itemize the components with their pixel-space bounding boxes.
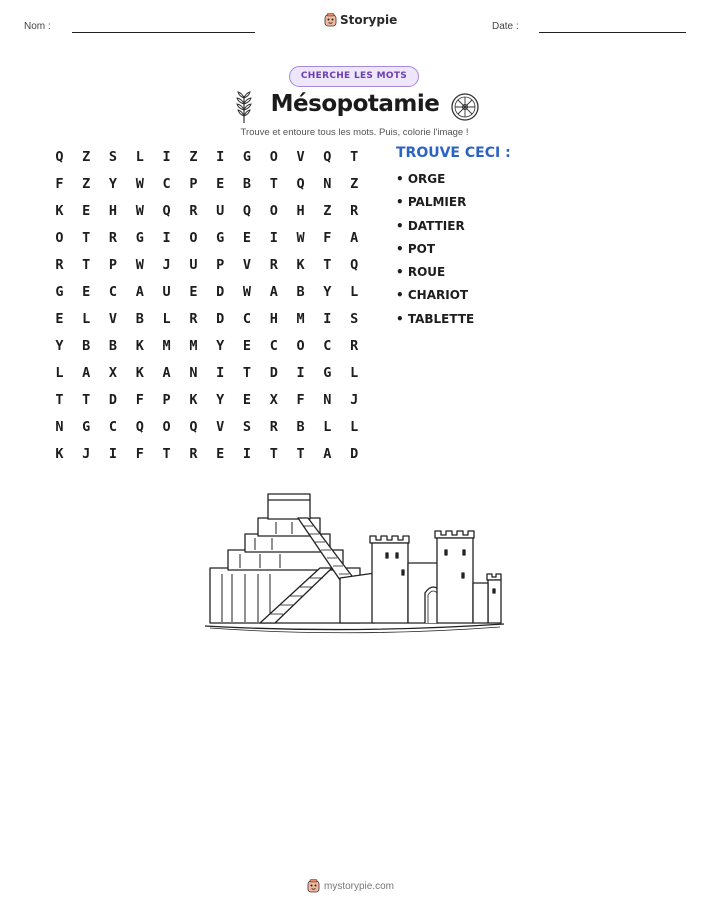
grid-letter[interactable]: N: [323, 392, 332, 408]
grid-letter[interactable]: A: [323, 446, 332, 462]
grid-letter[interactable]: T: [162, 446, 171, 462]
grid-letter[interactable]: C: [269, 338, 278, 354]
instructions: Trouve et entoure tous les mots. Puis, colorie l'image !: [240, 127, 469, 138]
grid-letter[interactable]: E: [216, 446, 225, 462]
grid-letter[interactable]: K: [189, 392, 198, 408]
grid-row: [46, 391, 368, 418]
grid-letter[interactable]: I: [296, 365, 305, 381]
grid-letter[interactable]: K: [135, 338, 144, 354]
grid-row: [46, 337, 368, 364]
grid-letter[interactable]: L: [323, 419, 332, 435]
word-list-item: • DATTIER: [396, 218, 465, 233]
grid-letter[interactable]: W: [242, 284, 252, 300]
grid-row: [46, 256, 368, 283]
grid-letter[interactable]: T: [82, 230, 91, 246]
grid-letter[interactable]: N: [323, 176, 332, 192]
grid-letter[interactable]: L: [350, 284, 359, 300]
grid-letter[interactable]: T: [269, 176, 278, 192]
word-list-item: • POT: [396, 241, 436, 256]
grid-letter[interactable]: I: [162, 149, 171, 165]
grid-letter[interactable]: U: [189, 257, 198, 273]
grid-letter[interactable]: B: [108, 338, 118, 354]
grid-letter[interactable]: C: [162, 176, 171, 192]
name-label: Nom :: [24, 21, 51, 32]
grid-letter[interactable]: S: [350, 311, 359, 327]
grid-letter[interactable]: I: [108, 446, 118, 462]
date-field-line[interactable]: [539, 32, 686, 33]
grid-letter[interactable]: F: [135, 392, 144, 408]
grid-letter[interactable]: A: [135, 284, 144, 300]
grid-letter[interactable]: V: [296, 149, 305, 165]
grid-letter[interactable]: B: [135, 311, 144, 327]
grid-row: [46, 364, 368, 391]
grid-letter[interactable]: F: [323, 230, 332, 246]
grid-letter[interactable]: W: [296, 230, 305, 246]
grid-letter[interactable]: Z: [350, 176, 359, 192]
grid-letter[interactable]: E: [82, 203, 91, 219]
grid-letter[interactable]: S: [242, 419, 252, 435]
grid-letter[interactable]: A: [269, 284, 278, 300]
grid-letter[interactable]: Q: [350, 257, 359, 273]
grid-letter[interactable]: T: [55, 392, 64, 408]
grid-letter[interactable]: H: [269, 311, 278, 327]
grid-letter[interactable]: X: [108, 365, 118, 381]
wheel-icon: [450, 92, 480, 122]
grid-letter[interactable]: C: [108, 284, 118, 300]
grid-letter[interactable]: K: [135, 365, 144, 381]
grid-letter[interactable]: Q: [323, 149, 332, 165]
word-list-item: • TABLETTE: [396, 311, 475, 326]
grid-letter[interactable]: C: [323, 338, 332, 354]
grid-letter[interactable]: Z: [189, 149, 198, 165]
grid-letter[interactable]: F: [296, 392, 305, 408]
grid-letter[interactable]: V: [216, 419, 225, 435]
grid-letter[interactable]: M: [189, 338, 198, 354]
grid-letter[interactable]: L: [350, 365, 359, 381]
grid-letter[interactable]: E: [242, 392, 252, 408]
grid-letter[interactable]: G: [242, 149, 252, 165]
grid-letter[interactable]: D: [350, 446, 359, 462]
grid-letter[interactable]: J: [162, 257, 171, 273]
grid-letter[interactable]: F: [135, 446, 144, 462]
grid-letter[interactable]: C: [242, 311, 252, 327]
grid-letter[interactable]: U: [216, 203, 225, 219]
footer: [307, 879, 394, 893]
grid-letter[interactable]: C: [108, 419, 118, 435]
grid-letter[interactable]: W: [135, 203, 144, 219]
grid-letter[interactable]: O: [55, 230, 64, 246]
grid-letter[interactable]: L: [135, 149, 144, 165]
grid-letter[interactable]: P: [189, 176, 198, 192]
grid-letter[interactable]: N: [55, 419, 64, 435]
grid-letter[interactable]: Y: [55, 338, 64, 354]
grid-letter[interactable]: X: [269, 392, 278, 408]
grid-row: [46, 310, 368, 337]
grid-letter[interactable]: J: [82, 446, 91, 462]
word-list-item: • ORGE: [396, 172, 446, 186]
grid-letter[interactable]: F: [55, 176, 64, 192]
grid-letter[interactable]: I: [216, 365, 225, 381]
grid-letter[interactable]: O: [269, 203, 278, 219]
grid-letter[interactable]: R: [55, 257, 64, 273]
storypie-mascot-icon: [324, 13, 337, 27]
grid-row: [46, 283, 368, 310]
grid-letter[interactable]: V: [242, 257, 252, 273]
grid-letter[interactable]: O: [162, 419, 171, 435]
word-list-title: TROUVE CECI :: [396, 145, 511, 161]
grid-letter[interactable]: E: [242, 230, 252, 246]
grid-letter[interactable]: P: [108, 257, 118, 273]
grid-row: [46, 175, 368, 202]
grid-letter[interactable]: R: [350, 338, 359, 354]
grid-letter[interactable]: Y: [216, 392, 225, 408]
grid-letter[interactable]: E: [55, 311, 64, 327]
grid-letter[interactable]: W: [135, 257, 144, 273]
grid-letter[interactable]: E: [82, 284, 91, 300]
grid-letter[interactable]: B: [296, 284, 305, 300]
grid-letter[interactable]: Z: [82, 149, 91, 165]
grid-letter[interactable]: I: [323, 311, 332, 327]
grid-letter[interactable]: K: [55, 203, 64, 219]
grid-letter[interactable]: O: [296, 338, 305, 354]
grid-letter[interactable]: M: [296, 311, 305, 327]
wheat-icon: [232, 90, 256, 124]
grid-letter[interactable]: I: [269, 230, 278, 246]
grid-letter[interactable]: T: [350, 149, 359, 165]
grid-letter[interactable]: Q: [55, 149, 64, 165]
grid-letter[interactable]: L: [350, 419, 359, 435]
grid-row: [46, 418, 368, 445]
grid-letter[interactable]: I: [242, 446, 252, 462]
grid-letter[interactable]: O: [269, 149, 278, 165]
grid-letter[interactable]: Y: [323, 284, 332, 300]
grid-letter[interactable]: G: [216, 230, 225, 246]
grid-letter[interactable]: E: [189, 284, 198, 300]
grid-letter[interactable]: S: [108, 149, 118, 165]
grid-letter[interactable]: E: [242, 338, 252, 354]
grid-letter[interactable]: Q: [162, 203, 171, 219]
grid-letter[interactable]: T: [296, 446, 305, 462]
grid-letter[interactable]: R: [269, 257, 278, 273]
grid-letter[interactable]: L: [55, 365, 64, 381]
grid-letter[interactable]: Z: [323, 203, 332, 219]
grid-letter[interactable]: U: [162, 284, 171, 300]
name-field-line[interactable]: [72, 32, 255, 33]
grid-letter[interactable]: A: [162, 365, 171, 381]
brand-logo: [324, 13, 397, 27]
grid-letter[interactable]: R: [189, 311, 198, 327]
grid-letter[interactable]: O: [189, 230, 198, 246]
word-list-item: • ROUE: [396, 265, 446, 280]
grid-letter[interactable]: G: [82, 419, 91, 435]
grid-letter[interactable]: B: [296, 419, 305, 435]
grid-letter[interactable]: T: [82, 257, 91, 273]
grid-letter[interactable]: A: [82, 365, 91, 381]
date-label: Date :: [492, 21, 519, 32]
grid-letter[interactable]: E: [216, 176, 225, 192]
page-title: Mésopotamie: [270, 91, 440, 117]
grid-letter[interactable]: Y: [108, 176, 118, 192]
brand-name: Storypie: [340, 13, 398, 27]
grid-letter[interactable]: P: [216, 257, 225, 273]
grid-row: [46, 148, 368, 175]
grid-letter[interactable]: Q: [296, 176, 305, 192]
grid-letter[interactable]: R: [269, 419, 278, 435]
grid-letter[interactable]: I: [162, 230, 171, 246]
grid-letter[interactable]: T: [323, 257, 332, 273]
grid-letter[interactable]: G: [323, 365, 332, 381]
word-list-item: • CHARIOT: [396, 288, 469, 303]
grid-letter[interactable]: Q: [189, 419, 198, 435]
grid-letter[interactable]: T: [242, 365, 252, 381]
ziggurat-illustration: [200, 488, 510, 636]
grid-letter[interactable]: K: [296, 257, 305, 273]
footer-url[interactable]: mystorypie.com: [324, 880, 395, 892]
grid-letter[interactable]: Z: [82, 176, 91, 192]
grid-letter[interactable]: G: [55, 284, 64, 300]
grid-letter[interactable]: I: [216, 149, 225, 165]
grid-letter[interactable]: Q: [242, 203, 252, 219]
grid-letter[interactable]: B: [82, 338, 91, 354]
word-search-grid[interactable]: [46, 148, 368, 472]
grid-letter[interactable]: M: [162, 338, 171, 354]
grid-letter[interactable]: D: [108, 392, 118, 408]
grid-row: [46, 445, 368, 472]
grid-row: [46, 202, 368, 229]
grid-letter[interactable]: Y: [216, 338, 225, 354]
grid-letter[interactable]: N: [189, 365, 198, 381]
grid-letter[interactable]: P: [162, 392, 171, 408]
grid-letter[interactable]: J: [350, 392, 359, 408]
grid-letter[interactable]: R: [189, 446, 198, 462]
grid-letter[interactable]: L: [162, 311, 171, 327]
grid-letter[interactable]: W: [135, 176, 144, 192]
grid-letter[interactable]: Q: [135, 419, 144, 435]
grid-letter[interactable]: V: [108, 311, 118, 327]
grid-letter[interactable]: D: [216, 284, 225, 300]
grid-letter[interactable]: A: [350, 230, 359, 246]
grid-letter[interactable]: G: [135, 230, 144, 246]
word-list-item: • PALMIER: [396, 195, 467, 210]
grid-letter[interactable]: D: [269, 365, 278, 381]
grid-letter[interactable]: H: [108, 203, 118, 219]
grid-letter[interactable]: R: [108, 230, 118, 246]
grid-row: [46, 229, 368, 256]
grid-letter[interactable]: L: [82, 311, 91, 327]
grid-letter[interactable]: T: [82, 392, 91, 408]
storypie-mascot-icon: [307, 879, 320, 893]
grid-letter[interactable]: B: [242, 176, 252, 192]
grid-letter[interactable]: D: [216, 311, 225, 327]
activity-badge: CHERCHE LES MOTS: [289, 66, 419, 87]
grid-letter[interactable]: R: [189, 203, 198, 219]
word-list: [396, 172, 474, 335]
grid-letter[interactable]: K: [55, 446, 64, 462]
grid-letter[interactable]: R: [350, 203, 359, 219]
grid-letter[interactable]: T: [269, 446, 278, 462]
grid-letter[interactable]: H: [296, 203, 305, 219]
